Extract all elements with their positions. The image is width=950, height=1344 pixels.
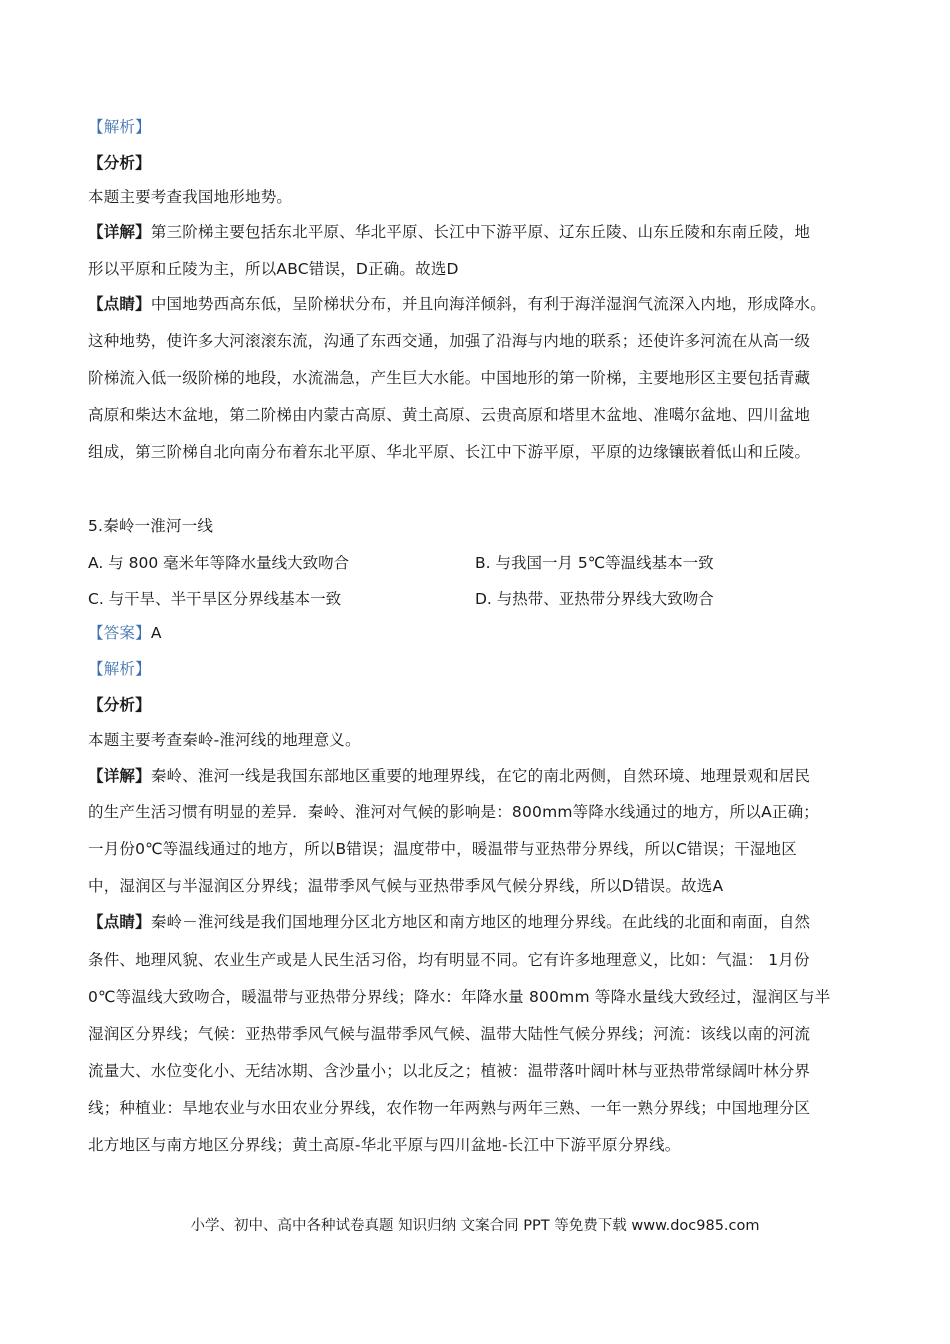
dianjing-heading-2: 【点睛】 [88,913,151,931]
dianjing-2-line-3: 0℃等温线大致吻合，暖温带与亚热带分界线；降水：年降水量 800mm 等降水量线大致经过，湿润区与半 [88,988,831,1006]
xiangjie-1-text-1: 第三阶梯主要包括东北平原、华北平原、长江中下游平原、辽东丘陵、山东丘陵和东南丘陵，地 [150,223,811,241]
dianjing-1-line-3: 阶梯流入低一级阶梯的地段，水流湍急，产生巨大水能。中国地形的第一阶梯，主要地形区主要包括青藏 [88,369,811,387]
page-footer: 小学、初中、高中各种试卷真题 知识归纳 文案合同 PPT 等免费下载 www.doc985.com [190,1218,760,1234]
dianjing-2-line-6: 线；种植业：旱地农业与水田农业分界线，农作物一年两熟与两年三熟、一年一熟分界线；中国地理分区 [88,1099,811,1117]
fenxi-text-1: 本题主要考查我国地形地势。 [88,188,293,206]
xiangjie-2-text-1: 秦岭、淮河一线是我国东部地区重要的地理界线，在它的南北两侧，自然环境、地理景观和居民 [150,767,811,785]
option-b: B. 与我国一月 5℃等温线基本一致 [475,554,714,572]
dianjing-1-line-4: 高原和柴达木盆地，第二阶梯由内蒙古高原、黄土高原、云贵高原和塔里木盆地、准噶尔盆地、四川盆地 [88,406,811,424]
dianjing-1-line-1 [88,293,878,315]
xiangjie-heading-1: 【详解】 [88,223,151,241]
dianjing-1-line-5: 组成，第三阶梯自北向南分布着东北平原、华北平原、长江中下游平原，平原的边缘镶嵌着低山和丘陵。 [88,443,811,461]
xiangjie-heading-2: 【详解】 [88,767,151,785]
answer-line [88,622,878,644]
fenxi-heading-1: 【分析】 [88,154,151,172]
option-a: A. 与 800 毫米年等降水量线大致吻合 [88,554,350,572]
dianjing-heading-1: 【点睛】 [88,295,151,313]
answer-value: A [150,624,162,642]
xiangjie-2-line-4: 中，湿润区与半湿润区分界线；温带季风气候与亚热带季风气候分界线，所以D错误。故选A [88,877,724,895]
dianjing-1-line-2: 这种地势，使许多大河滚滚东流，沟通了东西交通，加强了沿海与内地的联系；还使许多河流在从高一级 [88,332,811,350]
xiangjie-2-line-2: 的生产生活习惯有明显的差异．秦岭、淮河对气候的影响是：800mm等降水线通过的地方，所以A正确； [88,803,819,821]
jiexi-heading-2: 【解析】 [88,660,151,678]
dianjing-2-line-4: 湿润区分界线；气候：亚热带季风气候与温带季风气候、温带大陆性气候分界线；河流：该线以南的河流 [88,1025,811,1043]
dianjing-2-line-5: 流量大、水位变化小、无结冰期、含沙量小；以北反之；植被：温带落叶阔叶林与亚热带常绿阔叶林分界 [88,1062,811,1080]
xiangjie-2-line-3: 一月份0℃等温线通过的地方，所以B错误；温度带中，暖温带与亚热带分界线，所以C错误；干湿地区 [88,840,797,858]
answer-heading: 【答案】 [88,624,151,642]
jiexi-heading-1: 【解析】 [88,118,151,136]
dianjing-1-text-1: 中国地势西高东低，呈阶梯状分布，并且向海洋倾斜，有利于海洋湿润气流深入内地，形成降水。 [150,295,826,313]
dianjing-2-line-7: 北方地区与南方地区分界线；黄土高原-华北平原与四川盆地-长江中下游平原分界线。 [88,1136,681,1154]
fenxi-text-2: 本题主要考查秦岭-淮河线的地理意义。 [88,731,361,749]
question-5-stem: 5.秦岭一淮河一线 [88,517,214,535]
dianjing-2-line-1 [88,911,878,933]
option-c: C. 与干旱、半干旱区分界线基本一致 [88,590,342,608]
dianjing-2-line-2: 条件、地理风貌、农业生产或是人民生活习俗，均有明显不同。它有许多地理意义，比如：气温： 1月份 [88,951,810,969]
dianjing-2-text-1: 秦岭－淮河线是我们国地理分区北方地区和南方地区的地理分界线。在此线的北面和南面，自然 [150,913,811,931]
fenxi-heading-2: 【分析】 [88,696,151,714]
xiangjie-1-line-2: 形以平原和丘陵为主，所以ABC错误，D正确。故选D [88,260,459,278]
option-d: D. 与热带、亚热带分界线大致吻合 [475,590,714,608]
xiangjie-2-line-1 [88,765,878,787]
xiangjie-1-line-1 [88,221,878,243]
